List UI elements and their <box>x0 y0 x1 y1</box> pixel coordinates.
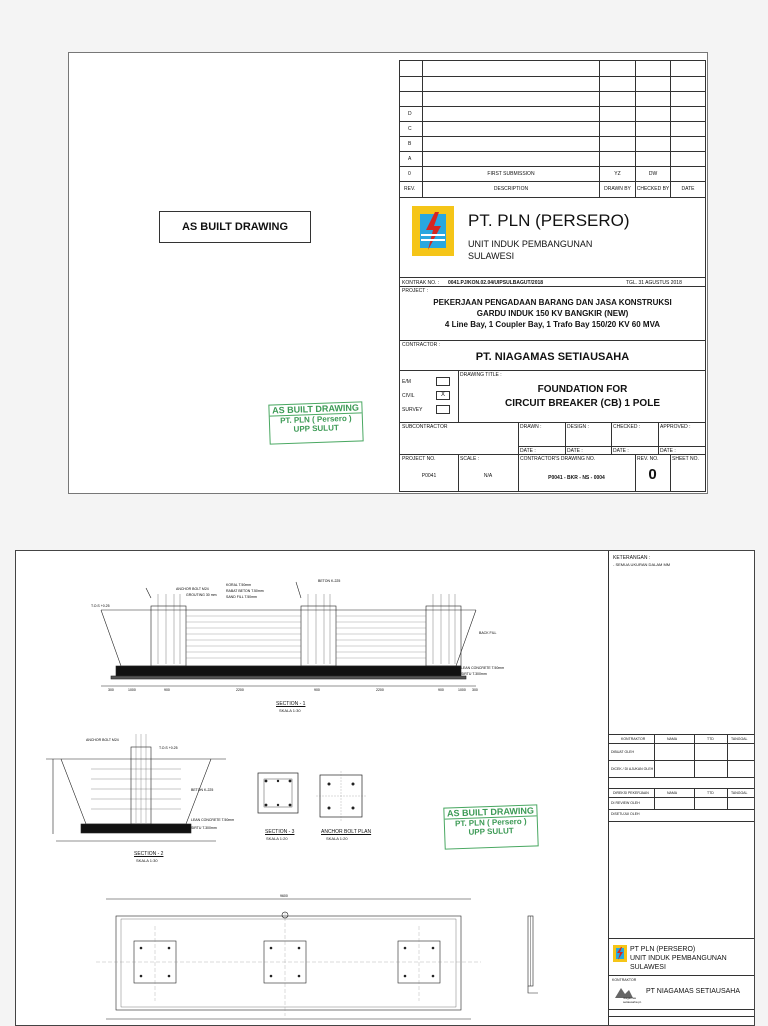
rabat-label: RABAT BETON T.50mm <box>226 589 264 593</box>
rev-header-checked-by: CHECKED BY <box>636 186 670 192</box>
table-header: TTD <box>707 737 714 741</box>
kontrak-number: 0041.PJ/KON.02.04/UIPSULBAGUT/2018 <box>448 280 544 286</box>
discipline-item <box>400 389 458 401</box>
table-row-label: DIBUAT OLEH <box>611 750 635 754</box>
dim-label: 1000 <box>458 688 466 692</box>
sheet-no-label: SHEET NO. <box>672 456 699 462</box>
tos-label: T.O.S +0.25 <box>159 746 178 750</box>
project-line: 4 Line Bay, 1 Coupler Bay, 1 Trafo Bay 150/20 KV 60 MVA <box>444 320 661 329</box>
table-header: DIREKSI PEKERJAAN <box>613 791 649 795</box>
rev-drawn-by: YZ <box>614 171 621 177</box>
table-header: TTD <box>707 791 714 795</box>
revision-row <box>400 151 705 167</box>
sand-label: SAND FILL T.50mm <box>226 595 257 599</box>
rev-no-label: REV. NO. <box>637 456 659 462</box>
date-label: DATE : <box>520 448 536 454</box>
dim-label: 2200 <box>376 688 384 692</box>
subcontractor-label: SUBCONTRACTOR <box>402 424 448 430</box>
niagamas-logo-text: niagamas setiausaha pt. <box>623 996 642 1004</box>
project-description <box>400 297 705 330</box>
stamp-line1: AS BUILT DRAWING <box>444 805 536 819</box>
dim-label: 2200 <box>236 688 244 692</box>
checked-label: CHECKED : <box>613 424 641 430</box>
dim-label: 900 <box>164 688 170 692</box>
discipline-label: E/M <box>402 379 411 385</box>
contractor-drawing-label: CONTRACTOR'S DRAWING NO. <box>520 456 596 462</box>
section3-title: SECTION - 3 <box>265 829 295 835</box>
discipline-item <box>400 403 458 415</box>
contractor-name: PT. NIAGAMAS SETIAUSAHA <box>475 351 630 363</box>
as-built-stamp <box>268 401 363 444</box>
rev-header-rev: REV. <box>404 186 416 192</box>
rev-description: FIRST SUBMISSION <box>487 171 535 177</box>
as-built-label: AS BUILT DRAWING <box>181 221 289 233</box>
table-header: NAMA <box>667 791 678 795</box>
kontrak-label: KONTRAK NO. : <box>402 280 440 286</box>
sirtu-label: SIRTU T.300mm <box>191 826 217 830</box>
table-row-label: DICEK / DI AJUKAN OLEH <box>611 767 654 771</box>
rev-code: 0 <box>408 171 411 177</box>
plan-drawing <box>96 891 481 1025</box>
anchor-plan-scale: SKALA 1:20 <box>326 836 348 841</box>
sheet2-company-name: PT PLN (PERSERO) <box>630 946 696 953</box>
title-block <box>399 60 706 492</box>
stamp-line3: UPP SULUT <box>293 423 339 434</box>
dim-label: 300 <box>108 688 114 692</box>
anchor-label: ANCHOR BOLT M24 <box>176 587 209 591</box>
stamp-line1: AS BUILT DRAWING <box>269 402 361 416</box>
scale-label: SCALE : <box>460 456 480 462</box>
discipline-checkbox: X <box>436 391 450 400</box>
contractor-label: CONTRACTOR : <box>402 342 440 348</box>
sheet2-contractor-label: KONTRAKTOR <box>612 978 637 982</box>
company-unit-line2: SULAWESI <box>468 251 515 261</box>
niagamas-logo <box>613 984 643 1004</box>
rev-header-description: DESCRIPTION <box>493 186 529 192</box>
stamp-line2: PT. PLN ( Persero ) <box>454 816 527 829</box>
rev-header-drawn-by: DRAWN BY <box>604 186 631 192</box>
company-unit-line1: UNIT INDUK PEMBANGUNAN <box>468 239 593 249</box>
dim-label: 1000 <box>128 688 136 692</box>
stamp-line3: UPP SULUT <box>468 826 514 837</box>
as-built-stamp-2 <box>443 804 538 849</box>
section2-scale: SKALA 1:30 <box>136 858 158 863</box>
table-header: NAMA <box>667 737 678 741</box>
discipline-checkbox <box>436 405 450 414</box>
section2-drawing <box>41 729 235 849</box>
sheet2-company-unit2: SULAWESI <box>630 964 666 971</box>
date-label: DATE : <box>567 448 583 454</box>
discipline-label: SURVEY <box>402 407 423 413</box>
revision-row <box>400 106 705 122</box>
beton-label: BETON K-225 <box>318 579 341 583</box>
section3-drawing <box>256 771 301 821</box>
anchor-plan-title: ANCHOR BOLT PLAN <box>321 829 372 835</box>
table-header: TANGGAL <box>731 791 748 795</box>
company-name: PT. PLN (PERSERO) <box>468 211 630 230</box>
approved-label: APPROVED : <box>660 424 691 430</box>
revision-row <box>400 166 705 182</box>
scale-value: N/A <box>483 473 493 479</box>
keterangan-title: KETERANGAN : <box>613 555 651 561</box>
date-label: DATE : <box>613 448 629 454</box>
as-built-box <box>159 211 311 243</box>
table-header: TANGGAL <box>731 737 748 741</box>
dim-label: 300 <box>472 688 478 692</box>
sirtu-label: SIRTU T.300mm <box>461 672 487 676</box>
design-label: DESIGN : <box>567 424 589 430</box>
stamp-line2: PT. PLN ( Persero ) <box>279 413 352 426</box>
drawing-sheet <box>15 550 755 1026</box>
project-no: P0041 <box>421 473 437 479</box>
section2-title: SECTION - 2 <box>134 851 164 857</box>
revision-row <box>400 136 705 152</box>
rev-code: C <box>408 126 412 132</box>
table-row-label: DISETUJUI OLEH <box>611 812 640 816</box>
sheet2-contractor-name: PT NIAGAMAS SETIAUSAHA <box>646 988 741 995</box>
anchor-bolt-detail <box>516 911 546 1001</box>
contractor-drawing-no: P0041 - BKR - NS - 0004 <box>548 475 605 481</box>
rev-code: A <box>408 156 412 162</box>
drawing-title <box>460 383 705 411</box>
rev-no: 0 <box>648 466 657 483</box>
rev-header-date: DATE <box>681 186 695 192</box>
date-label: DATE : <box>660 448 676 454</box>
section1-drawing <box>86 576 505 694</box>
rev-code: B <box>408 141 412 147</box>
project-no-label: PROJECT NO. <box>402 456 436 462</box>
beton-label: BETON K-225 <box>191 788 214 792</box>
drawing-title-label: DRAWING TITLE : <box>460 372 502 378</box>
grouting-label: GROUTING 30 mm <box>186 593 217 597</box>
rev-code: D <box>408 111 412 117</box>
dim-label: 900 <box>314 688 320 692</box>
discipline-item <box>400 375 458 387</box>
anchor-plan-drawing <box>316 771 366 821</box>
section1-title: SECTION - 1 <box>276 701 306 707</box>
title-sheet <box>68 52 708 494</box>
dim-label: 900 <box>438 688 444 692</box>
project-label: PROJECT : <box>402 288 429 294</box>
rev-checked-by: DW <box>648 171 658 177</box>
anchor-label: ANCHOR BOLT M24 <box>86 738 119 742</box>
dimension-row <box>108 688 478 692</box>
backfill-label: BACK FILL <box>479 631 497 635</box>
section3-scale: SKALA 1:20 <box>266 836 288 841</box>
owner-sign-table <box>609 788 754 822</box>
pln-logo-small <box>613 945 627 962</box>
table-header: KONTRAKTOR <box>621 737 646 741</box>
tos-label: T.O.S +0.25 <box>91 604 110 608</box>
drawing-title-line: CIRCUIT BREAKER (CB) 1 POLE <box>504 398 660 409</box>
revision-row <box>400 121 705 137</box>
keterangan-text: - SEMUA UKURAN DALAM MM <box>613 562 671 567</box>
project-line: GARDU INDUK 150 KV BANGKIR (NEW) <box>476 309 629 318</box>
drawing-title-line: FOUNDATION FOR <box>537 384 628 395</box>
revision-header <box>400 181 705 198</box>
discipline-label: CIVIL <box>402 393 415 399</box>
discipline-checkbox <box>436 377 450 386</box>
kontrak-date: TGL. 31 AGUSTUS 2018 <box>626 280 682 286</box>
table-row-label: DI REVIEW OLEH <box>611 801 640 805</box>
contractor-sign-table <box>609 734 754 778</box>
section1-scale: SKALA 1:30 <box>279 708 301 713</box>
drawn-label: DRAWN : <box>520 424 542 430</box>
plan-total-dim: 9600 <box>280 894 288 898</box>
project-line: PEKERJAAN PENGADAAN BARANG DAN JASA KONSTRUKSI <box>433 298 672 307</box>
pln-logo <box>412 206 454 256</box>
kerikil-label: KORAL T.50mm <box>226 583 252 587</box>
lean-label: LEAN CONCRETE T.50mm <box>191 818 235 822</box>
sheet2-company-unit1: UNIT INDUK PEMBANGUNAN <box>630 955 727 962</box>
lean-label: LEAN CONCRETE T.50mm <box>461 666 505 670</box>
